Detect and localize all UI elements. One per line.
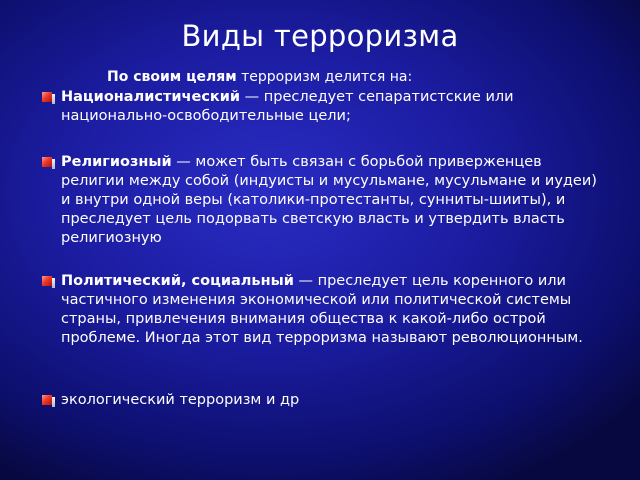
item-description: — преследует сепаратистские или национально-освободительные цели;	[61, 89, 514, 124]
item-description: — преследует цель коренного или частичного изменения экономической или политической системы страны, привлечения внимания общества к какой-либо острой проблеме. Иногда этот вид терроризма называют революционным.	[61, 273, 583, 346]
slide-title: Виды терроризма	[181, 19, 459, 53]
bullet-icon	[42, 276, 55, 288]
item-term: Религиозный	[61, 154, 172, 170]
bullet-icon	[42, 157, 55, 169]
list-item-religious	[61, 153, 609, 248]
item-term: Националистический	[61, 89, 241, 105]
intro-text: терроризм делится на:	[236, 69, 413, 85]
item-term: Политический, социальный	[61, 273, 294, 289]
intro-bold: По своим целям	[107, 69, 237, 85]
list-item-nationalist	[61, 88, 609, 126]
bullet-icon	[42, 92, 55, 104]
list-item-ecological	[61, 391, 609, 410]
item-description: экологический терроризм и др	[61, 392, 300, 408]
intro-line	[107, 68, 412, 86]
item-description: — может быть связан с борьбой приверженцев религии между собой (индуисты и мусульмане, мусульмане и иудеи) и внутри одной веры (католики-протестанты, сунниты-шииты), и преследует цель подорвать светскую власть и утвердить власть религиозную	[61, 154, 597, 246]
list-item-political	[61, 272, 609, 348]
bullet-icon	[42, 395, 55, 407]
